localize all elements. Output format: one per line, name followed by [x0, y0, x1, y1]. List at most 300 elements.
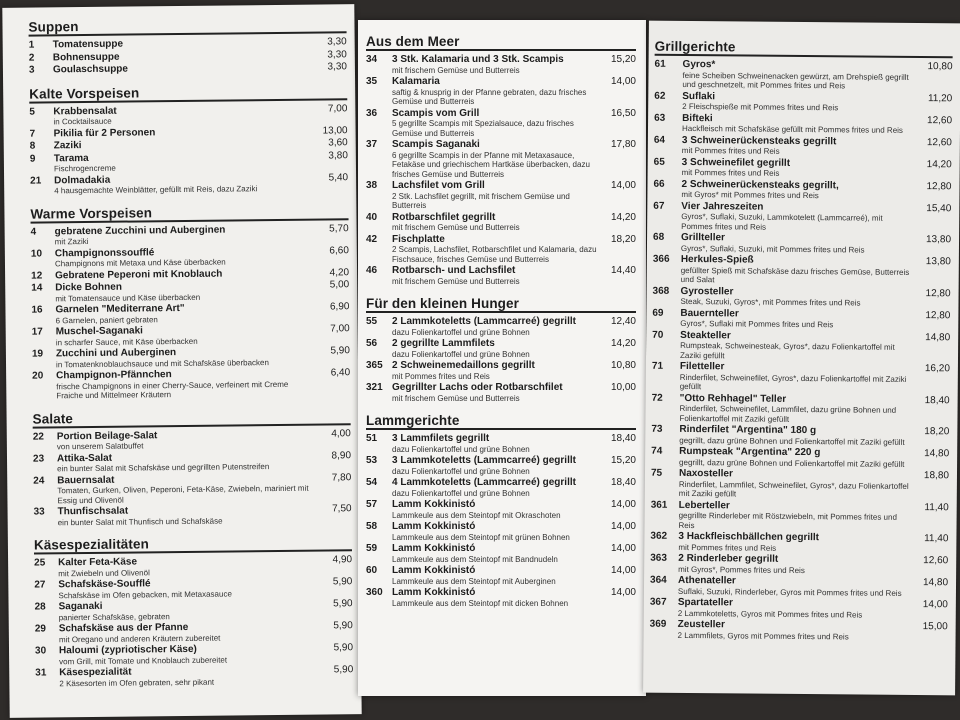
item-body	[678, 553, 910, 576]
item-name: Bohnensuppe	[52, 51, 120, 63]
item-body	[55, 245, 311, 269]
item-body	[58, 577, 314, 601]
item-name: Suflaki	[682, 90, 716, 102]
item-number: 8	[29, 140, 36, 152]
item-name: Bauernsalat	[57, 474, 115, 486]
item-number: 1	[28, 39, 35, 51]
item-body	[680, 307, 912, 330]
item-number: 66	[653, 178, 665, 190]
item-price: 14,20	[610, 338, 636, 349]
item-price: 14,20	[926, 158, 952, 170]
item-description: Rinderfilet, Schweinefilet, Gyros*, dazu Folienkartoffel mit Zaziki gefüllt	[679, 372, 907, 392]
item-description: Lammkeule aus dem Steintopf mit grünen Bohnen	[392, 532, 570, 542]
item-number: 25	[34, 557, 46, 569]
item-price: 5,90	[332, 576, 353, 588]
item-description: Lammkeule aus dem Steintopf mit Bandnudeln	[392, 554, 558, 564]
item-price: 14,00	[610, 76, 636, 87]
menu-item	[366, 212, 636, 233]
item-name: Scampis vom Grill	[392, 107, 480, 119]
item-number: 19	[31, 348, 44, 360]
item-number: 368	[652, 285, 670, 297]
item-name: Champignon-Pfännchen	[56, 369, 172, 382]
item-number: 72	[651, 392, 663, 404]
item-number: 23	[32, 452, 45, 465]
item-number: 367	[649, 596, 667, 608]
item-body	[679, 446, 911, 469]
item-name: Tarama	[53, 152, 89, 164]
item-name: 2 Rinderleber gegrillt	[678, 552, 779, 565]
menu-item	[652, 285, 950, 309]
item-number: 60	[366, 565, 378, 576]
menu-item	[32, 345, 350, 369]
item-price: 16,50	[610, 107, 636, 119]
item-body	[392, 108, 598, 139]
item-number: 73	[651, 423, 663, 435]
item-name: Lamm Kokkinistó	[392, 499, 476, 510]
menu-item	[654, 90, 952, 114]
menu-item	[366, 565, 636, 586]
item-description: Rinderfilet, Schweinefilet, Lammfilet, dazu grüne Bohnen und Folienkartoffel mit Zaziki gefüllt	[679, 403, 897, 424]
item-price: 12,60	[926, 136, 952, 148]
item-price: 11,40	[924, 501, 949, 513]
item-name: Gegrillter Lachs oder Rotbarschfilet	[392, 382, 563, 393]
menu-item	[31, 279, 349, 303]
item-body	[681, 178, 913, 201]
item-price: 6,60	[329, 244, 349, 256]
menu-item	[33, 450, 351, 474]
item-price: 15,40	[926, 202, 952, 214]
item-number: 64	[653, 134, 666, 146]
menu-item	[29, 103, 347, 127]
item-name: Naxosteller	[678, 467, 733, 480]
item-body	[680, 329, 912, 362]
menu-item	[650, 553, 948, 577]
item-description: Tomaten, Gurken, Oliven, Peperoni, Feta-Käse, Zwiebeln, mariniert mit Essig und Olivenöl	[57, 483, 309, 505]
item-body	[680, 361, 912, 394]
item-price: 14,00	[610, 180, 636, 191]
item-number: 38	[366, 180, 378, 191]
item-description: Rinderfilet, Lammfilet, Schweinefilet, Gyros*, dazu Folienkartoffel mit Zaziki gefüllt	[678, 479, 909, 499]
item-price: 3,30	[327, 61, 347, 73]
item-name: Schafskäse aus der Pfanne	[58, 621, 189, 635]
item-name: Lamm Kokkinistó	[392, 565, 476, 576]
menu-item	[653, 254, 951, 287]
item-description: von unserem Salatbuffet	[56, 441, 144, 452]
item-body	[678, 499, 910, 532]
menu-item	[650, 597, 948, 621]
item-body	[54, 172, 310, 196]
item-number: 14	[31, 282, 43, 294]
item-description: dazu Folienkartoffel und grüne Bohnen	[392, 466, 530, 476]
item-number: 10	[30, 247, 43, 260]
item-body	[59, 599, 315, 623]
item-body	[55, 302, 311, 326]
item-description: Gyros*, Suflaki, Suzuki, Lammkotelett (Lammcarreé), mit Pommes frites und Reis	[681, 211, 883, 232]
item-number: 7	[29, 128, 36, 140]
item-description: panierter Schafskäse, gebraten	[58, 611, 170, 622]
menu-panel-right	[643, 21, 960, 696]
item-description: 2 Stk. Lachsfilet gegrillt, mit frischem Gemüse und Butterreis	[392, 191, 570, 210]
item-name: Gebratene Peperoni mit Knoblauch	[55, 268, 223, 281]
item-number: 58	[366, 521, 378, 532]
item-price: 5,40	[328, 171, 349, 183]
item-number: 366	[652, 253, 670, 265]
item-number: 365	[366, 360, 383, 371]
menu-item	[366, 316, 636, 337]
item-name: Fischplatte	[392, 233, 445, 245]
item-name: Lachsfilet vom Grill	[392, 180, 485, 191]
menu-item	[654, 59, 952, 92]
item-description: 2 Scampis, Lachsfilet, Rotbarschfilet und Kalamaria, dazu Fischsauce, frisches Gemüse und Butterreis	[392, 245, 597, 264]
item-number: 61	[654, 58, 666, 70]
section-heading: Käsespezialitäten	[34, 534, 352, 554]
item-description: gefüllter Spieß mit Schafskäse dazu frisches Gemüse, Butterreis und Salat	[680, 265, 910, 285]
item-name: Saganaki	[58, 600, 103, 613]
item-name: Filetteller	[679, 360, 725, 373]
item-price: 3,60	[328, 137, 348, 149]
item-body	[682, 112, 914, 135]
menu-section	[34, 534, 354, 688]
item-body	[392, 139, 598, 179]
item-price: 14,40	[610, 265, 636, 276]
menu-item	[653, 232, 951, 256]
item-price: 12,60	[923, 555, 949, 567]
item-description: in Tomatenknoblauchsauce und mit Schafskäse überbacken	[55, 357, 269, 369]
item-name: 2 Schweinemedaillons gegrillt	[392, 360, 535, 371]
item-name: Scampis Saganaki	[392, 139, 480, 150]
item-price: 14,00	[610, 587, 636, 598]
section-heading: Salate	[33, 408, 351, 428]
item-price: 14,00	[610, 521, 636, 532]
item-description: Lammkeule aus dem Steintopf mit dicken Bohnen	[392, 598, 569, 608]
menu-section	[366, 413, 636, 608]
item-number: 46	[366, 265, 378, 276]
item-description: 5 gegrillte Scampis mit Spezialsauce, dazu frisches Gemüse und Butterreis	[392, 119, 574, 138]
item-number: 59	[366, 543, 378, 554]
item-body	[392, 565, 598, 586]
item-price: 14,80	[922, 577, 949, 589]
item-description: dazu Folienkartoffel und grüne Bohnen	[392, 349, 530, 359]
item-number: 361	[650, 499, 668, 511]
item-price: 18,40	[610, 433, 636, 444]
item-number: 67	[653, 200, 665, 212]
item-description: Lammkeule aus dem Steintopf mit Okraschoten	[392, 510, 561, 520]
item-name: Tomatensuppe	[52, 38, 124, 51]
item-body	[681, 232, 913, 255]
item-description: in scharfer Sauce, mit Käse überbacken	[55, 336, 198, 347]
item-number: 54	[366, 477, 378, 488]
item-name: Zaziki	[53, 140, 82, 152]
item-description: gegrillt, dazu grüne Bohnen und Folienkartoffel mit Zaziki gefüllt	[679, 457, 905, 469]
menu-item	[366, 499, 636, 520]
menu-section	[366, 296, 636, 403]
item-name: Käsespezialität	[59, 666, 132, 679]
item-name: Athenateller	[678, 574, 736, 587]
item-body	[682, 90, 914, 113]
item-name: Bauernteller	[680, 307, 739, 319]
item-description: mit Zwiebeln und Olivenöl	[58, 567, 150, 578]
item-description: mit Pommes frites und Reis	[681, 145, 780, 156]
item-name: Spartateller	[677, 596, 733, 609]
item-name: 2 Schweinerückensteaks gegrillt,	[681, 178, 839, 191]
menu-item	[653, 178, 951, 202]
item-description: 6 gegrillte Scampis in der Pfanne mit Metaxasauce, Fetakäse und griechischem Hartkäse überbacken, dazu frisches Gemüse und Butterreis	[392, 150, 590, 179]
item-price: 5,90	[333, 664, 354, 676]
item-number: 69	[652, 307, 664, 319]
item-body	[56, 324, 312, 348]
item-number: 65	[653, 156, 665, 168]
menu-item	[366, 76, 636, 107]
item-price: 13,80	[925, 256, 951, 268]
item-name: 4 Lammkoteletts (Lammcarreé) gegrillt	[392, 477, 576, 488]
item-name: Krabbensalat	[53, 105, 117, 117]
item-body	[54, 150, 310, 174]
section-heading: Kalte Vorspeisen	[29, 83, 347, 103]
item-number: 31	[35, 667, 47, 679]
item-number: 30	[34, 645, 47, 657]
menu-item	[366, 360, 636, 381]
item-description: mit frischem Gemüse und Butterreis	[392, 223, 520, 232]
item-description: Lammkeule aus dem Steintopf mit Auberginen	[392, 576, 556, 586]
item-number: 22	[32, 430, 44, 443]
item-description: frische Champignons in einer Cherry-Sauce, verfeinert mit Creme Fraiche und Mittelmeer Kräutern	[56, 379, 289, 401]
item-price: 11,40	[924, 533, 949, 545]
item-body	[392, 587, 598, 608]
item-name: Champignonssoufflé	[54, 246, 155, 259]
item-price: 16,20	[924, 363, 950, 375]
item-name: Portion Beilage-Salat	[56, 429, 158, 442]
item-description: dazu Folienkartoffel und grüne Bohnen	[392, 444, 530, 454]
item-body	[679, 468, 911, 501]
item-name: Kalamaria	[392, 76, 440, 87]
item-number: 57	[366, 499, 378, 510]
menu-section	[28, 16, 347, 76]
item-price: 12,80	[925, 287, 951, 299]
item-name: gebratene Zucchini und Auberginen	[54, 224, 226, 237]
item-number: 71	[651, 360, 664, 372]
item-description: Hackfleisch mit Schafskäse gefüllt mit Pommes frites und Reis	[681, 123, 903, 135]
item-body	[680, 285, 912, 308]
menu-item	[651, 424, 949, 448]
item-price: 10,80	[927, 61, 953, 73]
item-price: 12,40	[610, 316, 636, 327]
item-number: 363	[650, 552, 667, 564]
section-heading: Lammgerichte	[366, 413, 636, 430]
item-description: Rumpsteak, Schweinesteak, Gyros*, dazu Folienkartoffel mit Zaziki gefüllt	[679, 340, 895, 360]
menu-item	[31, 301, 349, 325]
menu-item	[366, 382, 636, 403]
item-number: 37	[366, 139, 378, 150]
item-number: 56	[366, 338, 378, 349]
item-price: 5,90	[333, 642, 354, 654]
item-body	[55, 280, 311, 304]
item-body	[682, 59, 914, 92]
menu-item	[651, 468, 949, 501]
item-body	[56, 346, 312, 370]
item-price: 5,70	[329, 222, 349, 234]
item-price: 14,00	[610, 499, 636, 510]
item-body	[678, 597, 910, 620]
item-price: 12,60	[927, 114, 953, 126]
item-number: 51	[366, 433, 378, 444]
menu-item	[34, 554, 352, 578]
item-body	[392, 360, 598, 381]
item-number: 5	[29, 106, 35, 118]
item-name: Vier Jahreszeiten	[681, 200, 764, 213]
menu-item	[32, 367, 350, 401]
item-body	[682, 156, 914, 179]
item-number: 29	[34, 623, 46, 635]
item-name: Pikilia für 2 Personen	[53, 126, 156, 139]
item-name: Dolmadakia	[54, 174, 111, 186]
item-name: Gyrosteller	[680, 285, 734, 297]
item-name: 3 Lammfilets gegrillt	[392, 433, 490, 444]
item-description: 4 hausgemachte Weinblätter, gefüllt mit Reis, dazu Zaziki	[54, 184, 258, 196]
item-name: Zeusteller	[677, 618, 725, 631]
item-number: 62	[654, 90, 666, 102]
item-description: dazu Folienkartoffel und grüne Bohnen	[392, 327, 530, 337]
item-description: Gyros*, Suflaki, Suzuki, mit Pommes frites und Reis	[680, 243, 865, 255]
item-name: Grillteller	[680, 231, 726, 244]
section-heading: Grillgerichte	[655, 39, 953, 59]
menu-item	[651, 446, 949, 470]
item-body	[678, 619, 910, 642]
item-description: 2 Lammkoteletts, Gyros mit Pommes frites und Reis	[677, 608, 863, 620]
item-price: 7,50	[332, 503, 352, 515]
item-body	[392, 234, 598, 265]
item-body	[392, 382, 598, 403]
item-description: mit Gyros* mit Pommes frites und Reis	[681, 189, 819, 201]
item-number: 40	[366, 211, 378, 223]
item-number: 36	[366, 107, 378, 119]
item-name: Schafskäse-Soufflé	[58, 578, 151, 591]
item-description: mit Zaziki	[54, 236, 89, 247]
item-description: Gyros*, Suflaki mit Pommes frites und Reis	[680, 318, 834, 330]
item-price: 4,90	[332, 554, 353, 566]
item-name: Thunfischsalat	[57, 505, 129, 518]
menu-section	[33, 408, 352, 528]
item-description: mit Pommes frites und Reis	[681, 167, 780, 178]
item-price: 5,90	[333, 598, 353, 610]
item-description: 2 Fleischspieße mit Pommes frites und Reis	[682, 101, 839, 113]
menu-item	[650, 499, 948, 532]
item-number: 24	[33, 474, 45, 487]
menu-item	[366, 587, 636, 608]
menu-item	[31, 223, 349, 247]
item-price: 4,00	[331, 427, 351, 439]
item-name: 3 Schweinefilet gegrillt	[681, 156, 791, 169]
item-name: 3 Stk. Kalamaria und 3 Stk. Scampis	[392, 54, 564, 65]
item-price: 13,00	[322, 124, 348, 137]
item-description: mit frischem Gemüse und Butterreis	[392, 276, 520, 286]
item-price: 14,00	[610, 565, 636, 576]
item-number: 33	[33, 506, 45, 518]
menu-item	[366, 433, 636, 454]
item-body	[58, 555, 314, 579]
item-body	[57, 450, 313, 474]
item-description: Fischrogencreme	[53, 163, 116, 174]
menu-item	[366, 139, 636, 179]
item-price: 5,00	[329, 279, 350, 291]
item-name: Garnelen "Mediterrane Art"	[55, 302, 185, 316]
item-body	[679, 392, 911, 425]
item-price: 5,90	[330, 345, 350, 357]
menu-item	[366, 338, 636, 359]
item-name: Gyros*	[682, 58, 716, 71]
item-description: mit Tomatensauce und Käse überbacken	[55, 292, 201, 303]
item-price: 14,80	[924, 448, 950, 460]
item-body	[392, 212, 598, 233]
item-number: 4	[30, 226, 37, 238]
item-price: 18,80	[923, 470, 950, 482]
item-description: ein bunter Salat mit Thunfisch und Schafskäse	[57, 516, 223, 527]
item-name: Rinderfilet "Argentina" 180 g	[679, 423, 817, 437]
menu-section	[650, 39, 953, 643]
item-name: Lamm Kokkinistó	[392, 587, 476, 598]
item-name: "Otto Rehhagel" Teller	[679, 392, 787, 405]
item-price: 10,00	[610, 382, 636, 393]
item-number: 21	[30, 174, 42, 187]
item-number: 70	[652, 329, 664, 341]
menu-item	[366, 265, 636, 286]
item-body	[57, 472, 313, 505]
item-name: Zucchini und Auberginen	[55, 347, 177, 360]
menu-item	[654, 156, 952, 180]
menu-item	[35, 664, 353, 688]
item-body	[392, 543, 598, 564]
menu-item	[33, 472, 351, 506]
item-description: 6 Garnelen, paniert gebraten	[55, 314, 158, 325]
menu-item	[34, 503, 352, 527]
item-number: 369	[649, 618, 667, 630]
item-description: mit frischem Gemüse und Butterreis	[392, 65, 520, 75]
item-body	[53, 62, 309, 76]
menu-panel-left	[2, 4, 361, 718]
item-price: 13,80	[925, 234, 952, 246]
item-price: 3,30	[327, 36, 347, 48]
menu-item	[366, 477, 636, 498]
item-body	[392, 54, 598, 75]
item-number: 34	[366, 54, 378, 65]
menu-section	[29, 83, 348, 196]
item-number: 53	[366, 455, 378, 466]
item-number: 68	[653, 231, 665, 243]
item-name: Rumpsteak "Argentina" 220 g	[679, 445, 821, 459]
item-number: 74	[651, 445, 663, 457]
item-price: 18,20	[924, 426, 950, 438]
item-body	[58, 504, 314, 528]
menu-item	[651, 392, 949, 425]
menu-section	[30, 203, 350, 401]
section-heading: Für den kleinen Hunger	[366, 296, 636, 313]
item-price: 3,30	[327, 48, 347, 60]
item-body	[57, 428, 313, 452]
item-name: Goulaschsuppe	[52, 63, 129, 76]
item-name: 2 Lammkoteletts (Lammcarreé) gegrillt	[392, 316, 576, 327]
item-name: Dicke Bohnen	[55, 281, 122, 294]
item-body	[392, 76, 598, 107]
item-number: 17	[31, 326, 43, 338]
menu-item	[366, 108, 636, 139]
menu-panel-middle	[358, 20, 646, 696]
item-description: Suflaki, Suzuki, Rinderleber, Gyros mit Pommes frites und Reis	[677, 586, 902, 598]
item-name: Steakteller	[680, 329, 731, 341]
item-description: mit frischem Gemüse und Butterreis	[392, 393, 520, 403]
item-number: 27	[34, 579, 46, 591]
item-price: 7,00	[330, 323, 350, 335]
item-number: 3	[28, 64, 35, 76]
item-number: 20	[32, 370, 44, 382]
